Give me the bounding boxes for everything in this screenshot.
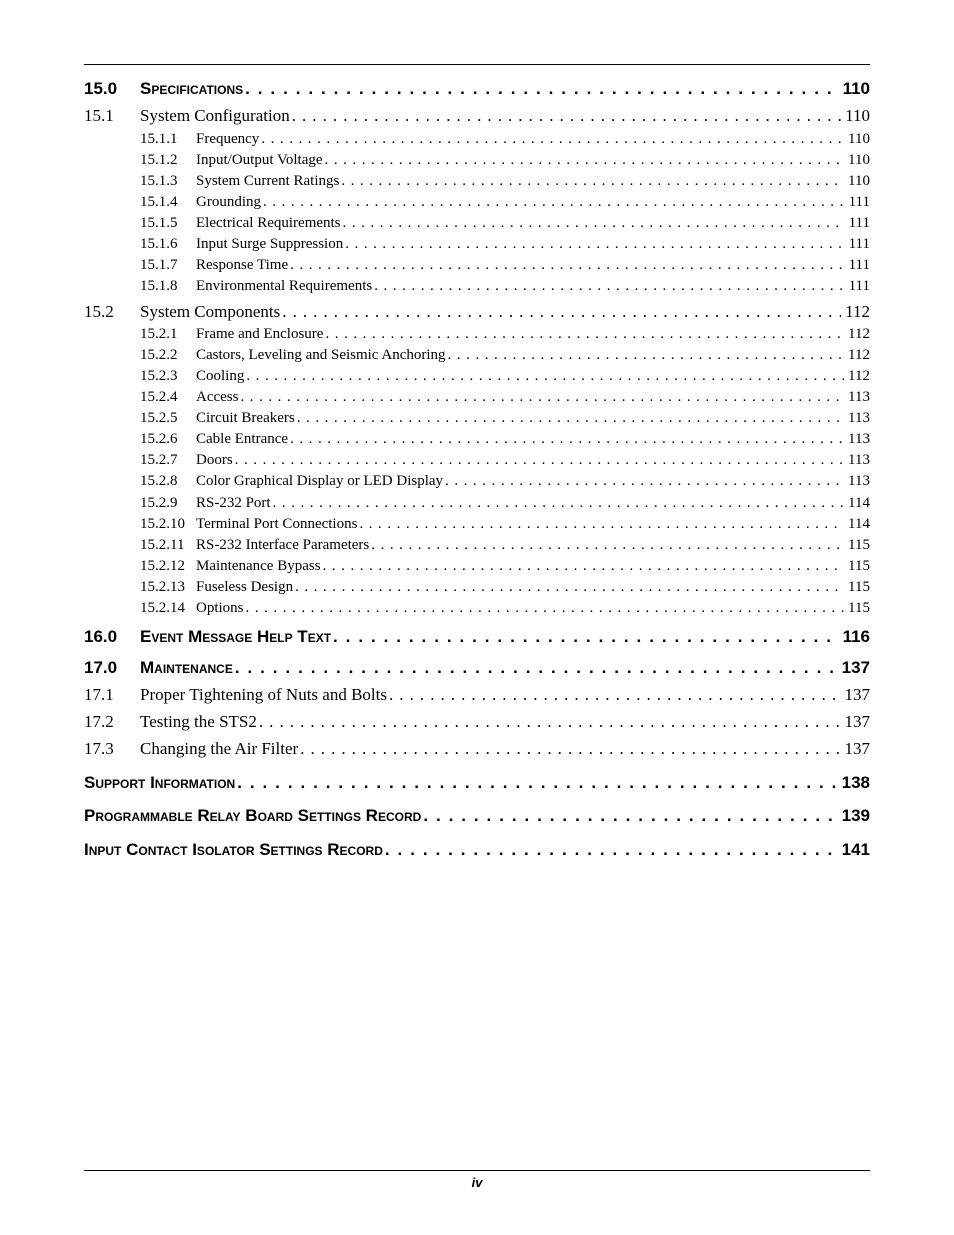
page-number: 110 <box>848 131 870 147</box>
dot-leader <box>261 131 844 148</box>
section-title: Response Time <box>196 257 289 273</box>
page-number: 139 <box>841 806 870 825</box>
section-number: 15.2.1 <box>140 326 178 342</box>
section-title: Maintenance Bypass <box>196 558 321 574</box>
page-number: 137 <box>841 658 870 677</box>
dot-leader <box>389 685 841 705</box>
page-number: 113 <box>848 473 870 489</box>
toc-entry-15-2-1[interactable] <box>140 326 870 343</box>
toc-entry-15-2-9[interactable] <box>140 495 870 512</box>
dot-leader <box>235 658 838 678</box>
page-number: 115 <box>848 600 870 616</box>
section-title: System Configuration <box>140 106 290 125</box>
section-title: Castors, Leveling and Seismic Anchoring <box>196 347 446 363</box>
toc-entry-support-information[interactable] <box>84 773 870 793</box>
footer-rule <box>84 1170 870 1171</box>
dot-leader <box>273 495 844 512</box>
section-title: RS-232 Port <box>196 495 271 511</box>
dot-leader <box>333 627 839 647</box>
toc-entry-15-2-8[interactable] <box>140 473 870 490</box>
section-title: Doors <box>196 452 233 468</box>
section-number: 15.1.5 <box>140 215 178 231</box>
toc-entry-15-1-4[interactable] <box>140 194 870 211</box>
dot-leader <box>297 410 844 427</box>
section-number: 15.2.3 <box>140 368 178 384</box>
toc-entry-contact-isolator-settings[interactable] <box>84 840 870 860</box>
dot-leader <box>374 278 844 295</box>
section-title: Testing the STS2 <box>140 712 257 731</box>
section-number: 15.2.8 <box>140 473 178 489</box>
toc-entry-15-2-5[interactable] <box>140 410 870 427</box>
toc-entry-15-1-6[interactable] <box>140 236 870 253</box>
section-number: 15.1.1 <box>140 131 178 147</box>
page-number: 111 <box>848 278 870 294</box>
page-number: 113 <box>848 389 870 405</box>
page-number: 110 <box>842 79 870 98</box>
toc-entry-15-2-11[interactable] <box>140 537 870 554</box>
section-title: Options <box>196 600 244 616</box>
page-number: 114 <box>848 495 870 511</box>
section-number: 15.2.14 <box>140 600 185 616</box>
page-number: 110 <box>845 106 870 125</box>
section-number: 15.1 <box>84 106 114 125</box>
section-title: Cooling <box>196 368 245 384</box>
section-number: 15.1.4 <box>140 194 178 210</box>
section-title: Specifications <box>140 79 244 98</box>
toc-entry-15-2-3[interactable] <box>140 368 870 385</box>
toc-entry-15-2-6[interactable] <box>140 431 870 448</box>
toc-entry-17-2[interactable] <box>84 712 870 732</box>
section-number: 17.2 <box>84 712 114 731</box>
section-number: 15.2.4 <box>140 389 178 405</box>
section-number: 15.1.8 <box>140 278 178 294</box>
toc-entry-17-3[interactable] <box>84 739 870 759</box>
page-number: 115 <box>848 537 870 553</box>
toc-entry-15-2-13[interactable] <box>140 579 870 596</box>
section-title: Access <box>196 389 239 405</box>
section-number: 15.2.2 <box>140 347 178 363</box>
section-number: 17.0 <box>84 658 118 677</box>
section-number: 15.0 <box>84 79 118 98</box>
page-number: 116 <box>842 627 870 646</box>
page-number: 115 <box>848 558 870 574</box>
page-number: 113 <box>848 431 870 447</box>
section-title: Grounding <box>196 194 261 210</box>
dot-leader <box>259 712 841 732</box>
dot-leader <box>290 431 844 448</box>
page-number: 112 <box>848 347 870 363</box>
dot-leader <box>323 558 844 575</box>
toc-entry-15-1-2[interactable] <box>140 152 870 169</box>
section-title: RS-232 Interface Parameters <box>196 537 370 553</box>
section-title: Input/Output Voltage <box>196 152 323 168</box>
dot-leader <box>290 257 845 274</box>
section-number: 15.2.6 <box>140 431 178 447</box>
section-title: Fuseless Design <box>196 579 294 595</box>
dot-leader <box>246 368 844 385</box>
dot-leader <box>325 326 844 343</box>
dot-leader <box>300 739 840 759</box>
dot-leader <box>341 173 844 190</box>
toc-entry-17-0[interactable] <box>84 658 870 678</box>
page-number: 114 <box>848 516 870 532</box>
section-number: 15.1.6 <box>140 236 178 252</box>
page-number: 113 <box>848 452 870 468</box>
toc-entry-15-2-12[interactable] <box>140 558 870 575</box>
dot-leader <box>371 537 844 554</box>
dot-leader <box>237 773 837 793</box>
section-title: Electrical Requirements <box>196 215 341 231</box>
dot-leader <box>282 302 841 322</box>
page-number: 137 <box>844 712 870 731</box>
section-title: Input Surge Suppression <box>196 236 344 252</box>
dot-leader <box>343 215 845 232</box>
toc-entry-15-0[interactable] <box>84 79 870 99</box>
toc-entry-15-1-1[interactable] <box>140 131 870 148</box>
section-title: Input Contact Isolator Settings Record <box>84 840 383 859</box>
dot-leader <box>263 194 845 211</box>
section-title: Programmable Relay Board Settings Record <box>84 806 422 825</box>
section-number: 15.2.7 <box>140 452 178 468</box>
toc-entry-15-2-2[interactable] <box>140 347 870 364</box>
toc-entry-15-2-14[interactable] <box>140 600 870 617</box>
section-title: Proper Tightening of Nuts and Bolts <box>140 685 387 704</box>
toc-entry-15-1-7[interactable] <box>140 257 870 274</box>
toc-entry-relay-board-settings[interactable] <box>84 806 870 826</box>
section-title: Event Message Help Text <box>140 627 332 646</box>
page-number: 115 <box>848 579 870 595</box>
page-number: 111 <box>848 215 870 231</box>
toc-entry-15-1[interactable] <box>84 106 870 126</box>
section-number: 15.2.11 <box>140 537 185 553</box>
section-number: 15.2.12 <box>140 558 185 574</box>
toc-entry-17-1[interactable] <box>84 685 870 705</box>
dot-leader <box>292 106 841 126</box>
page-number: 137 <box>844 685 870 704</box>
dot-leader <box>359 516 844 533</box>
toc-entry-15-1-8[interactable] <box>140 278 870 295</box>
dot-leader <box>445 473 844 490</box>
dot-leader <box>245 79 838 99</box>
page-number: 113 <box>848 410 870 426</box>
header-rule <box>84 64 870 65</box>
page-number: 111 <box>848 194 870 210</box>
section-number: 15.2.13 <box>140 579 185 595</box>
section-title: Frame and Enclosure <box>196 326 324 342</box>
toc-entry-15-2-4[interactable] <box>140 389 870 406</box>
toc-entry-15-2-10[interactable] <box>140 516 870 533</box>
dot-leader <box>325 152 845 169</box>
section-title: Cable Entrance <box>196 431 289 447</box>
section-number: 15.1.3 <box>140 173 178 189</box>
section-number: 15.2.9 <box>140 495 178 511</box>
section-title: System Components <box>140 302 281 321</box>
page-number: 138 <box>841 773 870 792</box>
section-title: Changing the Air Filter <box>140 739 299 758</box>
dot-leader <box>448 347 845 364</box>
section-number: 15.1.7 <box>140 257 178 273</box>
page-number: 141 <box>841 840 870 859</box>
section-title: Environmental Requirements <box>196 278 373 294</box>
page-number: 111 <box>848 257 870 273</box>
dot-leader <box>423 806 837 826</box>
page-number: 110 <box>848 173 870 189</box>
section-number: 17.3 <box>84 739 114 758</box>
section-title: Frequency <box>196 131 260 147</box>
toc-entry-16-0[interactable] <box>84 627 870 647</box>
section-number: 15.2.5 <box>140 410 178 426</box>
section-title: Maintenance <box>140 658 233 677</box>
footer-page-number: iv <box>471 1175 483 1190</box>
page-number: 112 <box>848 368 870 384</box>
section-number: 17.1 <box>84 685 114 704</box>
dot-leader <box>235 452 844 469</box>
dot-leader <box>246 600 845 617</box>
section-number: 15.2 <box>84 302 114 321</box>
page-number: 110 <box>848 152 870 168</box>
section-number: 15.1.2 <box>140 152 178 168</box>
dot-leader <box>385 840 838 860</box>
section-title: Circuit Breakers <box>196 410 295 426</box>
page-number: 112 <box>845 302 870 321</box>
toc-entry-15-2[interactable] <box>84 302 870 322</box>
toc-entry-15-2-7[interactable] <box>140 452 870 469</box>
section-number: 15.2.10 <box>140 516 185 532</box>
section-title: Terminal Port Connections <box>196 516 358 532</box>
page-number: 111 <box>848 236 870 252</box>
dot-leader <box>345 236 844 253</box>
section-title: Color Graphical Display or LED Display <box>196 473 444 489</box>
dot-leader <box>240 389 844 406</box>
section-number: 16.0 <box>84 627 118 646</box>
page-number: 137 <box>844 739 870 758</box>
dot-leader <box>295 579 844 596</box>
section-title: Support Information <box>84 773 236 792</box>
toc-entry-15-1-5[interactable] <box>140 215 870 232</box>
section-title: System Current Ratings <box>196 173 340 189</box>
page-number: 112 <box>848 326 870 342</box>
toc-entry-15-1-3[interactable] <box>140 173 870 190</box>
